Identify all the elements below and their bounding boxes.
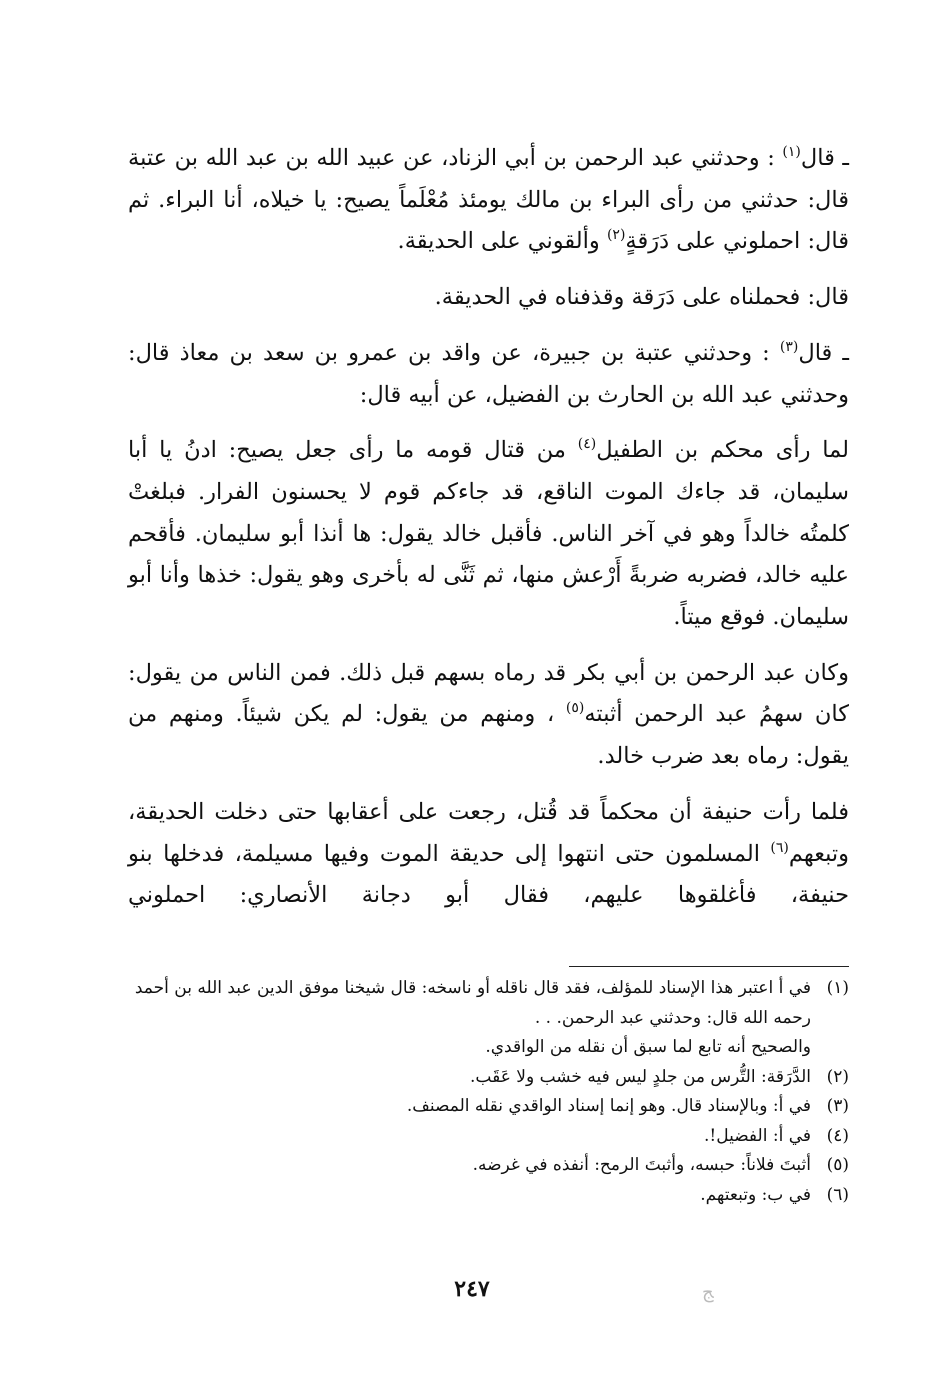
paragraph [128, 430, 849, 639]
footnote [128, 1122, 849, 1152]
paragraph [128, 792, 849, 917]
paragraph-text: : وحدثني عبد الرحمن بن أبي الزناد، عن عبيد الله بن عبد الله بن عتبة قال: حدثني من رأى البراء بن مالك يومئذ مُعْلَماً يصيح: يا خيلاه، أنا البراء. ثم قال: احملوني على دَرَقةٍ [128, 145, 849, 255]
paragraph-text: ، ومنهم من يقول: لم يكن شيئاً. ومنهم من يقول: رماه بعد ضرب خالد. [128, 701, 849, 770]
paragraph [128, 333, 849, 416]
footnote-marker: (٣) [779, 338, 799, 355]
footnote [128, 1063, 849, 1093]
footnote-marker: (١) [782, 144, 801, 160]
paragraph [128, 277, 849, 319]
paragraph-text: ـ قال [800, 145, 849, 171]
footnote-marker: (٢) [606, 227, 626, 244]
paragraph-text: قال: فحملناه على دَرَقة وقذفناه في الحديقة. [434, 284, 849, 311]
footnote-text: في أ: وبالإسناد قال. وهو إنما إسناد الواقدي نقله المصنف. [406, 1096, 811, 1116]
paragraph-text: فلما رأت حنيفة أن محكماً قد قُتل، رجعت على أعقابها حتى دخلت الحديقة، وتبعهم [128, 798, 849, 867]
footnote-text: في ب: وتبعتهم. [700, 1184, 811, 1205]
footnote [128, 1151, 849, 1181]
footnote-number: (٤) [826, 1125, 849, 1146]
paragraph-text: لما رأى محكم بن الطفيل [596, 437, 849, 464]
paragraph-text: : وحدثني عتبة بن جبيرة، عن واقد بن عمرو بن سعد بن معاذ قال: وحدثني عبد الله بن الحارث بن الفضيل، عن أبيه قال: [128, 339, 849, 408]
footnote-number: (٣) [826, 1096, 849, 1116]
footnote-text: الدَّرَقة: التُّرس من جلدٍ ليس فيه خشب ولا عَقَب. [470, 1066, 811, 1087]
paragraph-text: من قتال قومه ما رأى جعل يصيح: ادنُ يا أبا سليمان، قد جاءك الموت الناقع، قد جاءكم قوم لا يحسنون الفرار. فبلغتْ كلمتُه خالداً وهو في آخر الناس. فأقبل خالد يقول: ها أنذا أبو سليمان. فأقحم عليه خالد، فضربه ضربةً أَرْعش منها، ثم ثَنَّى له بأخرى وهو يقول: خذها وأنا أبو سليمان. فوقع ميتاً. [128, 437, 849, 631]
margin-mark: ﺞ [702, 1282, 714, 1303]
footnote-text: والصحيح أنه تابع لما سبق أن نقله من الواقدي. [485, 1037, 811, 1057]
page-number: ٢٤٧ [454, 1276, 490, 1302]
footnote [128, 1092, 849, 1122]
footnote-text: في أ: الفضيل!. [703, 1125, 811, 1146]
footnote-number: (٢) [826, 1066, 849, 1087]
paragraph [128, 138, 849, 263]
footnote-text: أثبتَ فلاناً: حبسه، وأثبتَ الرمح: أنفذه في غرضه. [472, 1155, 811, 1175]
footnote-number: (٦) [826, 1184, 849, 1205]
footnote [128, 974, 849, 1033]
main-text [128, 138, 849, 931]
footnotes [128, 974, 849, 1210]
paragraph-text: وكان عبد الرحمن بن أبي بكر قد رماه بسهم قبل ذلك. فمن الناس من يقول: كان سهمُ عبد الرحمن أثبته [128, 659, 849, 728]
footnote [128, 1033, 849, 1063]
footnote-number: (١) [826, 978, 849, 998]
footnote [128, 1181, 849, 1211]
paragraph-text: المسلمون حتى انتهوا إلى حديقة الموت وفيها مسيلمة، فدخلها بنو حنيفة، فأغلقوها عليهم، فقال أبو دجانة الأنصاري: احملوني [128, 840, 849, 909]
paragraph-text: وألقوني على الحديقة. [397, 228, 607, 255]
footnote-separator [569, 966, 849, 967]
footnote-number: (٥) [826, 1155, 849, 1175]
footnote-marker: (٦) [770, 839, 789, 856]
paragraph [128, 653, 849, 778]
footnote-marker: (٤) [577, 436, 597, 453]
paragraph-text: ـ قال [798, 339, 850, 366]
footnote-text: في أ اعتبر هذا الإسناد للمؤلف، فقد قال ناقله أو ناسخه: قال شيخنا موفق الدين عبد الله بن أحمد رحمه الله قال: وحدثني عبد الرحمن. . . [134, 978, 811, 1028]
footnote-marker: (٥) [565, 700, 585, 717]
